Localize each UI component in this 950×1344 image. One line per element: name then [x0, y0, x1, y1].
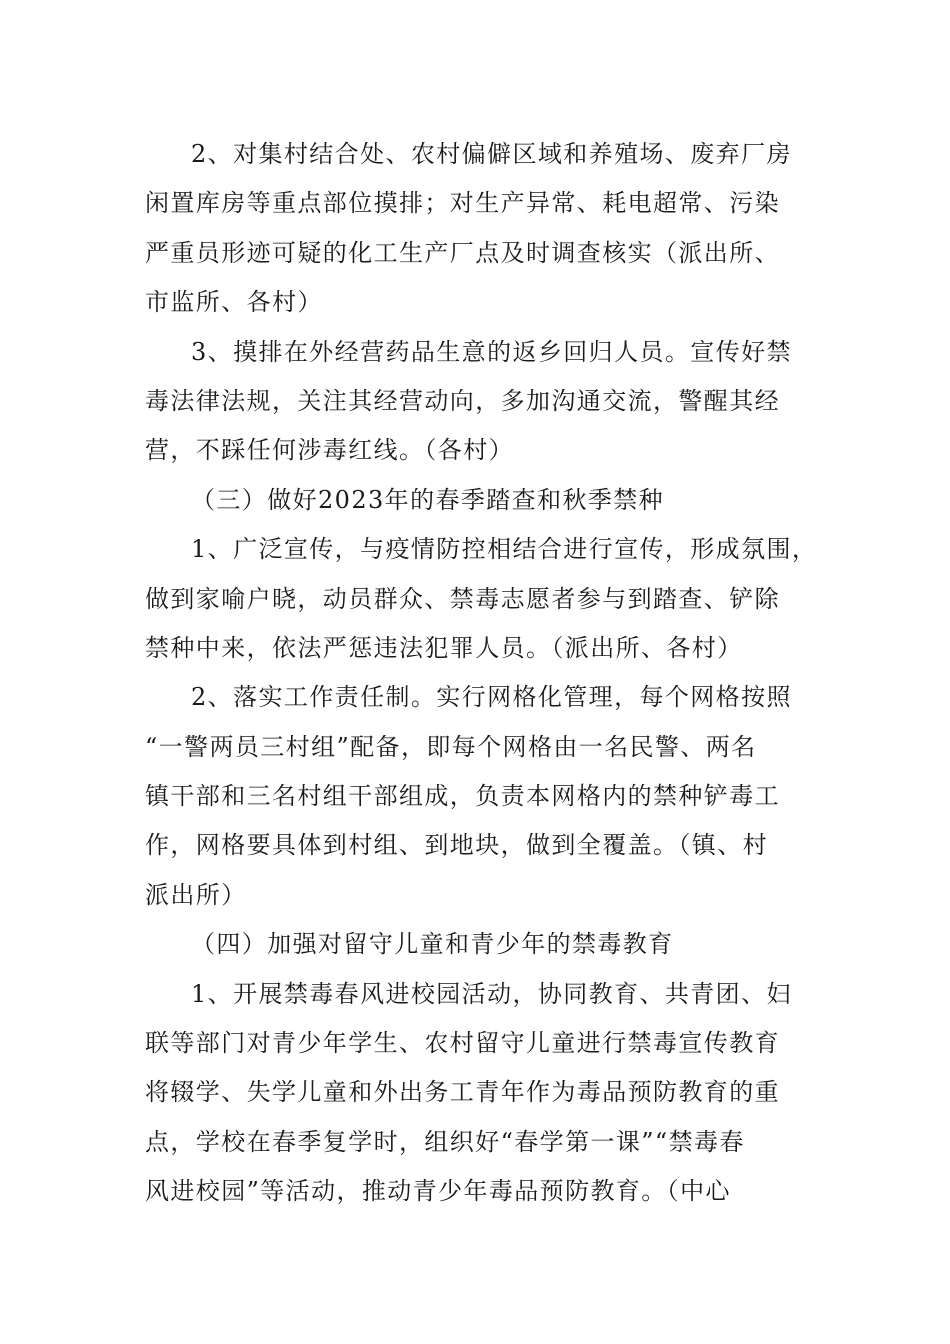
section4-item1-line-2: 联等部门对青少年学生、农村留守儿童进行禁毒宣传教育: [145, 1029, 780, 1058]
section3-item2-line-3: 镇干部和三名村组干部组成，负责本网格内的禁种铲毒工: [145, 782, 780, 811]
paragraph-3-line-3: 营，不踩任何涉毒红线。（各村）: [145, 436, 514, 465]
section-heading-4: （四）加强对留守儿童和青少年的禁毒教育: [191, 930, 674, 959]
paragraph-3-line-1: 3、摸排在外经营药品生意的返乡回归人员。宣传好禁: [191, 337, 792, 366]
section3-item2-line-4: 作，网格要具体到村组、到地块，做到全覆盖。（镇、村: [145, 831, 768, 860]
paragraph-3-line-2: 毒法律法规，关注其经营动向，多加沟通交流，警醒其经: [145, 386, 780, 415]
section3-item1-line-1: 1、广泛宣传，与疫情防控相结合进行宣传，形成氛围，: [191, 535, 818, 564]
section-heading-3: （三）做好2023年的春季踏查和秋季禁种: [191, 485, 665, 514]
document-body: [145, 130, 818, 1217]
section3-item2-line-1: 2、落实工作责任制。实行网格化管理，每个网格按照: [191, 683, 792, 712]
paragraph-2-line-3: 严重员形迹可疑的化工生产厂点及时调查核实（派出所、: [145, 238, 780, 267]
section4-item1-line-1: 1、开展禁毒春风进校园活动，协同教育、共青团、妇: [191, 979, 792, 1008]
section4-item1-line-5: 风进校园”等活动，推动青少年毒品预防教育。（中心: [145, 1177, 731, 1206]
section3-item1-line-2: 做到家喻户晓，动员群众、禁毒志愿者参与到踏查、铲除: [145, 584, 780, 613]
section3-item2-line-2: “一警两员三村组”配备，即每个网格由一名民警、两名: [145, 732, 757, 761]
section4-item1-line-4: 点，学校在春季复学时，组织好“春学第一课”“禁毒春: [145, 1127, 745, 1156]
paragraph-2-line-4: 市监所、各村）: [145, 288, 323, 317]
section3-item1-line-3: 禁种中来，依法严惩违法犯罪人员。（派出所、各村）: [145, 633, 743, 662]
paragraph-2-line-1: 2、对集村结合处、农村偏僻区域和养殖场、废弃厂房: [191, 140, 792, 168]
section3-item2-line-5: 派出所）: [145, 880, 247, 909]
paragraph-2-line-2: 闲置库房等重点部位摸排；对生产异常、耗电超常、污染: [145, 189, 780, 218]
section4-item1-line-3: 将辍学、失学儿童和外出务工青年作为毒品预防教育的重: [145, 1078, 780, 1107]
